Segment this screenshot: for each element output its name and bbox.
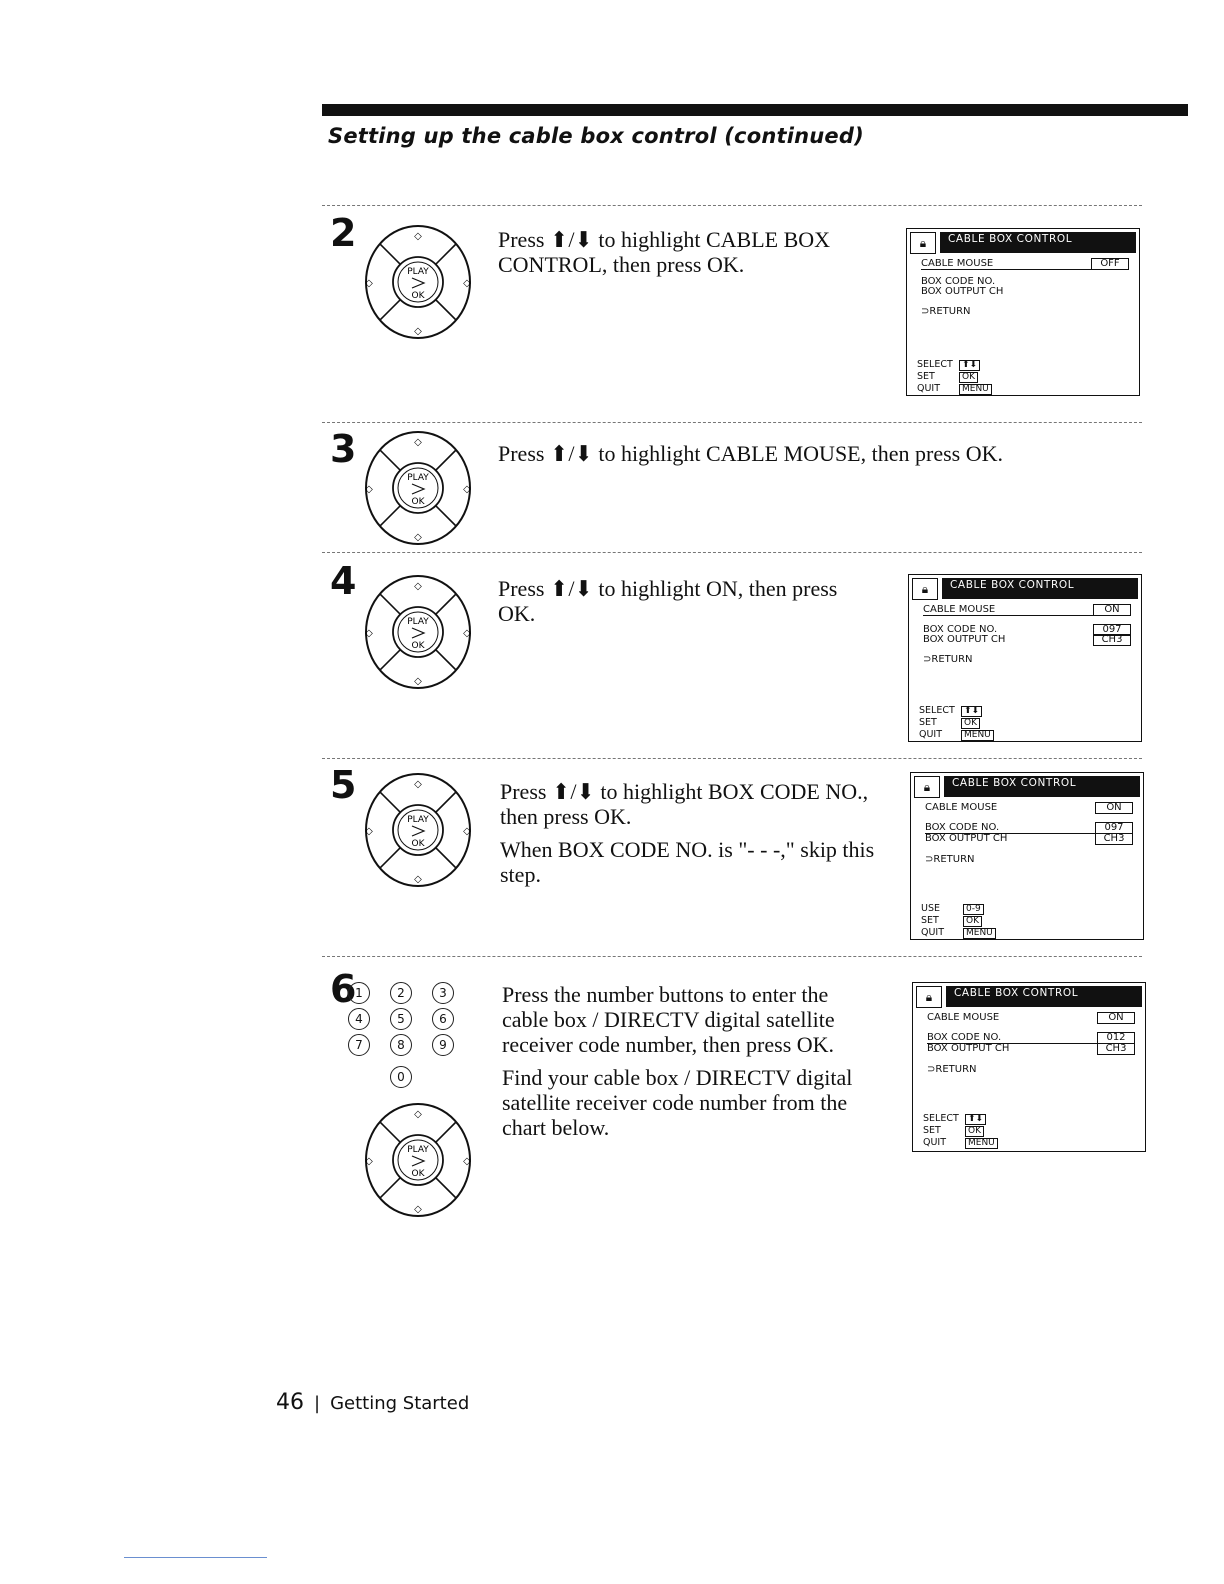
step-number: 5 <box>330 763 357 807</box>
svg-text:◇: ◇ <box>463 484 471 495</box>
osd-legend: SELECT ⬆⬇ SET OK QUIT MENU <box>919 705 994 741</box>
step-divider <box>322 956 1142 957</box>
step-divider <box>322 758 1142 759</box>
svg-text:◇: ◇ <box>414 326 422 337</box>
osd-title: CABLE BOX CONTROL <box>942 578 1138 599</box>
svg-text:◇: ◇ <box>414 581 422 592</box>
osd-title: CABLE BOX CONTROL <box>940 232 1136 253</box>
svg-text:◇: ◇ <box>414 779 422 790</box>
svg-text:◇: ◇ <box>463 826 471 837</box>
play-label: PLAY <box>407 267 429 277</box>
osd-row: BOX CODE NO. 012 <box>927 1033 1135 1044</box>
svg-text:◇: ◇ <box>414 1204 422 1215</box>
osd-title: CABLE BOX CONTROL <box>946 986 1142 1007</box>
number-button-icon: 7 <box>348 1034 370 1056</box>
step-5-text: Press ⬆/⬇ to highlight BOX CODE NO., then press OK. When BOX CODE NO. is "- - -," skip this step. <box>500 779 900 895</box>
step-divider <box>322 552 1142 553</box>
step-note: Find your cable box / DIRECTV digital satellite receiver code number from the chart below. <box>502 1065 853 1140</box>
lock-icon: 🔒︎ <box>914 776 940 798</box>
step-number: 4 <box>330 559 357 603</box>
remote-control-pad-icon <box>360 1100 476 1222</box>
svg-text:◇: ◇ <box>414 231 422 242</box>
header-rule <box>322 104 1188 116</box>
osd-screen: 🔒︎ CABLE BOX CONTROL CABLE MOUSE ON BOX CODE NO. 097 BOX OUTPUT CH CH3 ⊃RETURN USE 0-9 SET OK QUIT MENU <box>910 772 1144 940</box>
remote-control-pad-icon <box>360 770 476 892</box>
osd-screen: 🔒︎ CABLE BOX CONTROL CABLE MOUSE ON BOX CODE NO. 012 BOX OUTPUT CH CH3 ⊃RETURN SELECT ⬆⬇ SET OK QUIT MENU <box>912 982 1146 1152</box>
step-6-text: Press the number buttons to enter the cable box / DIRECTV digital satellite receiver code number, then press OK. Find your cable box / DIRECTV digital satellite receiver code number from the chart below. <box>502 982 902 1148</box>
page-footer: 46 | Getting Started <box>276 1390 470 1415</box>
svg-text:◇: ◇ <box>365 278 373 289</box>
svg-text:◇: ◇ <box>414 1109 422 1120</box>
section-name: Getting Started <box>330 1393 470 1414</box>
svg-text:◇: ◇ <box>463 628 471 639</box>
svg-text:◇: ◇ <box>463 278 471 289</box>
number-button-icon: 8 <box>390 1034 412 1056</box>
svg-text:◇: ◇ <box>365 484 373 495</box>
play-label: PLAY <box>407 815 429 825</box>
osd-legend: USE 0-9 SET OK QUIT MENU <box>921 903 996 939</box>
step-divider <box>322 422 1142 423</box>
step-divider <box>322 205 1142 206</box>
scan-edge-line <box>124 1557 267 1558</box>
osd-legend: SELECT ⬆⬇ SET OK QUIT MENU <box>923 1113 998 1149</box>
play-label: PLAY <box>407 617 429 627</box>
remote-control-pad-icon <box>360 222 476 344</box>
svg-text:◇: ◇ <box>414 874 422 885</box>
step-number: 3 <box>330 427 357 471</box>
ok-label: OK <box>411 1169 425 1179</box>
ok-label: OK <box>411 291 425 301</box>
svg-text:◇: ◇ <box>414 532 422 543</box>
number-button-icon: 2 <box>390 982 412 1004</box>
number-button-icon: 4 <box>348 1008 370 1030</box>
step-number: 6 <box>330 967 357 1011</box>
remote-control-pad-icon <box>360 572 476 694</box>
number-button-icon: 0 <box>390 1066 412 1088</box>
svg-text:◇: ◇ <box>365 1156 373 1167</box>
osd-title: CABLE BOX CONTROL <box>944 776 1140 797</box>
svg-text:◇: ◇ <box>365 628 373 639</box>
ok-label: OK <box>411 839 425 849</box>
remote-control-pad-icon <box>360 428 476 550</box>
ok-label: OK <box>411 497 425 507</box>
number-button-icon: 1 <box>348 982 370 1004</box>
number-button-icon: 6 <box>432 1008 454 1030</box>
number-button-icon: 9 <box>432 1034 454 1056</box>
osd-row: CABLE MOUSE OFF <box>921 259 1129 270</box>
number-button-icon: 5 <box>390 1008 412 1030</box>
osd-screen: 🔒︎ CABLE BOX CONTROL CABLE MOUSE OFF BOX CODE NO. BOX OUTPUT CH ⊃RETURN SELECT ⬆⬇ SET OK QUIT MENU <box>906 228 1140 396</box>
osd-row: CABLE MOUSE ON <box>923 605 1131 616</box>
step-4-text: Press ⬆/⬇ to highlight ON, then press OK. <box>498 576 838 626</box>
step-number: 2 <box>330 211 357 255</box>
play-label: PLAY <box>407 1145 429 1155</box>
page-number: 46 <box>276 1390 304 1415</box>
osd-legend: SELECT ⬆⬇ SET OK QUIT MENU <box>917 359 992 395</box>
step-2-text: Press ⬆/⬇ to highlight CABLE BOX CONTROL, then press OK. <box>498 227 831 277</box>
lock-icon: 🔒︎ <box>916 986 942 1008</box>
step-note: When BOX CODE NO. is "- - -," skip this step. <box>500 837 875 887</box>
lock-icon: 🔒︎ <box>912 578 938 600</box>
svg-text:◇: ◇ <box>463 1156 471 1167</box>
svg-text:◇: ◇ <box>414 437 422 448</box>
svg-text:◇: ◇ <box>414 676 422 687</box>
lock-icon: 🔒︎ <box>910 232 936 254</box>
step-3-text: Press ⬆/⬇ to highlight CABLE MOUSE, then press OK. <box>498 441 1003 466</box>
svg-text:◇: ◇ <box>365 826 373 837</box>
osd-row: BOX CODE NO. 097 <box>925 823 1133 834</box>
ok-label: OK <box>411 641 425 651</box>
number-button-icon: 3 <box>432 982 454 1004</box>
play-label: PLAY <box>407 473 429 483</box>
osd-screen: 🔒︎ CABLE BOX CONTROL CABLE MOUSE ON BOX CODE NO. 097 BOX OUTPUT CH CH3 ⊃RETURN SELECT ⬆⬇ SET OK QUIT MENU <box>908 574 1142 742</box>
page-title: Setting up the cable box control (continued) <box>328 124 864 148</box>
